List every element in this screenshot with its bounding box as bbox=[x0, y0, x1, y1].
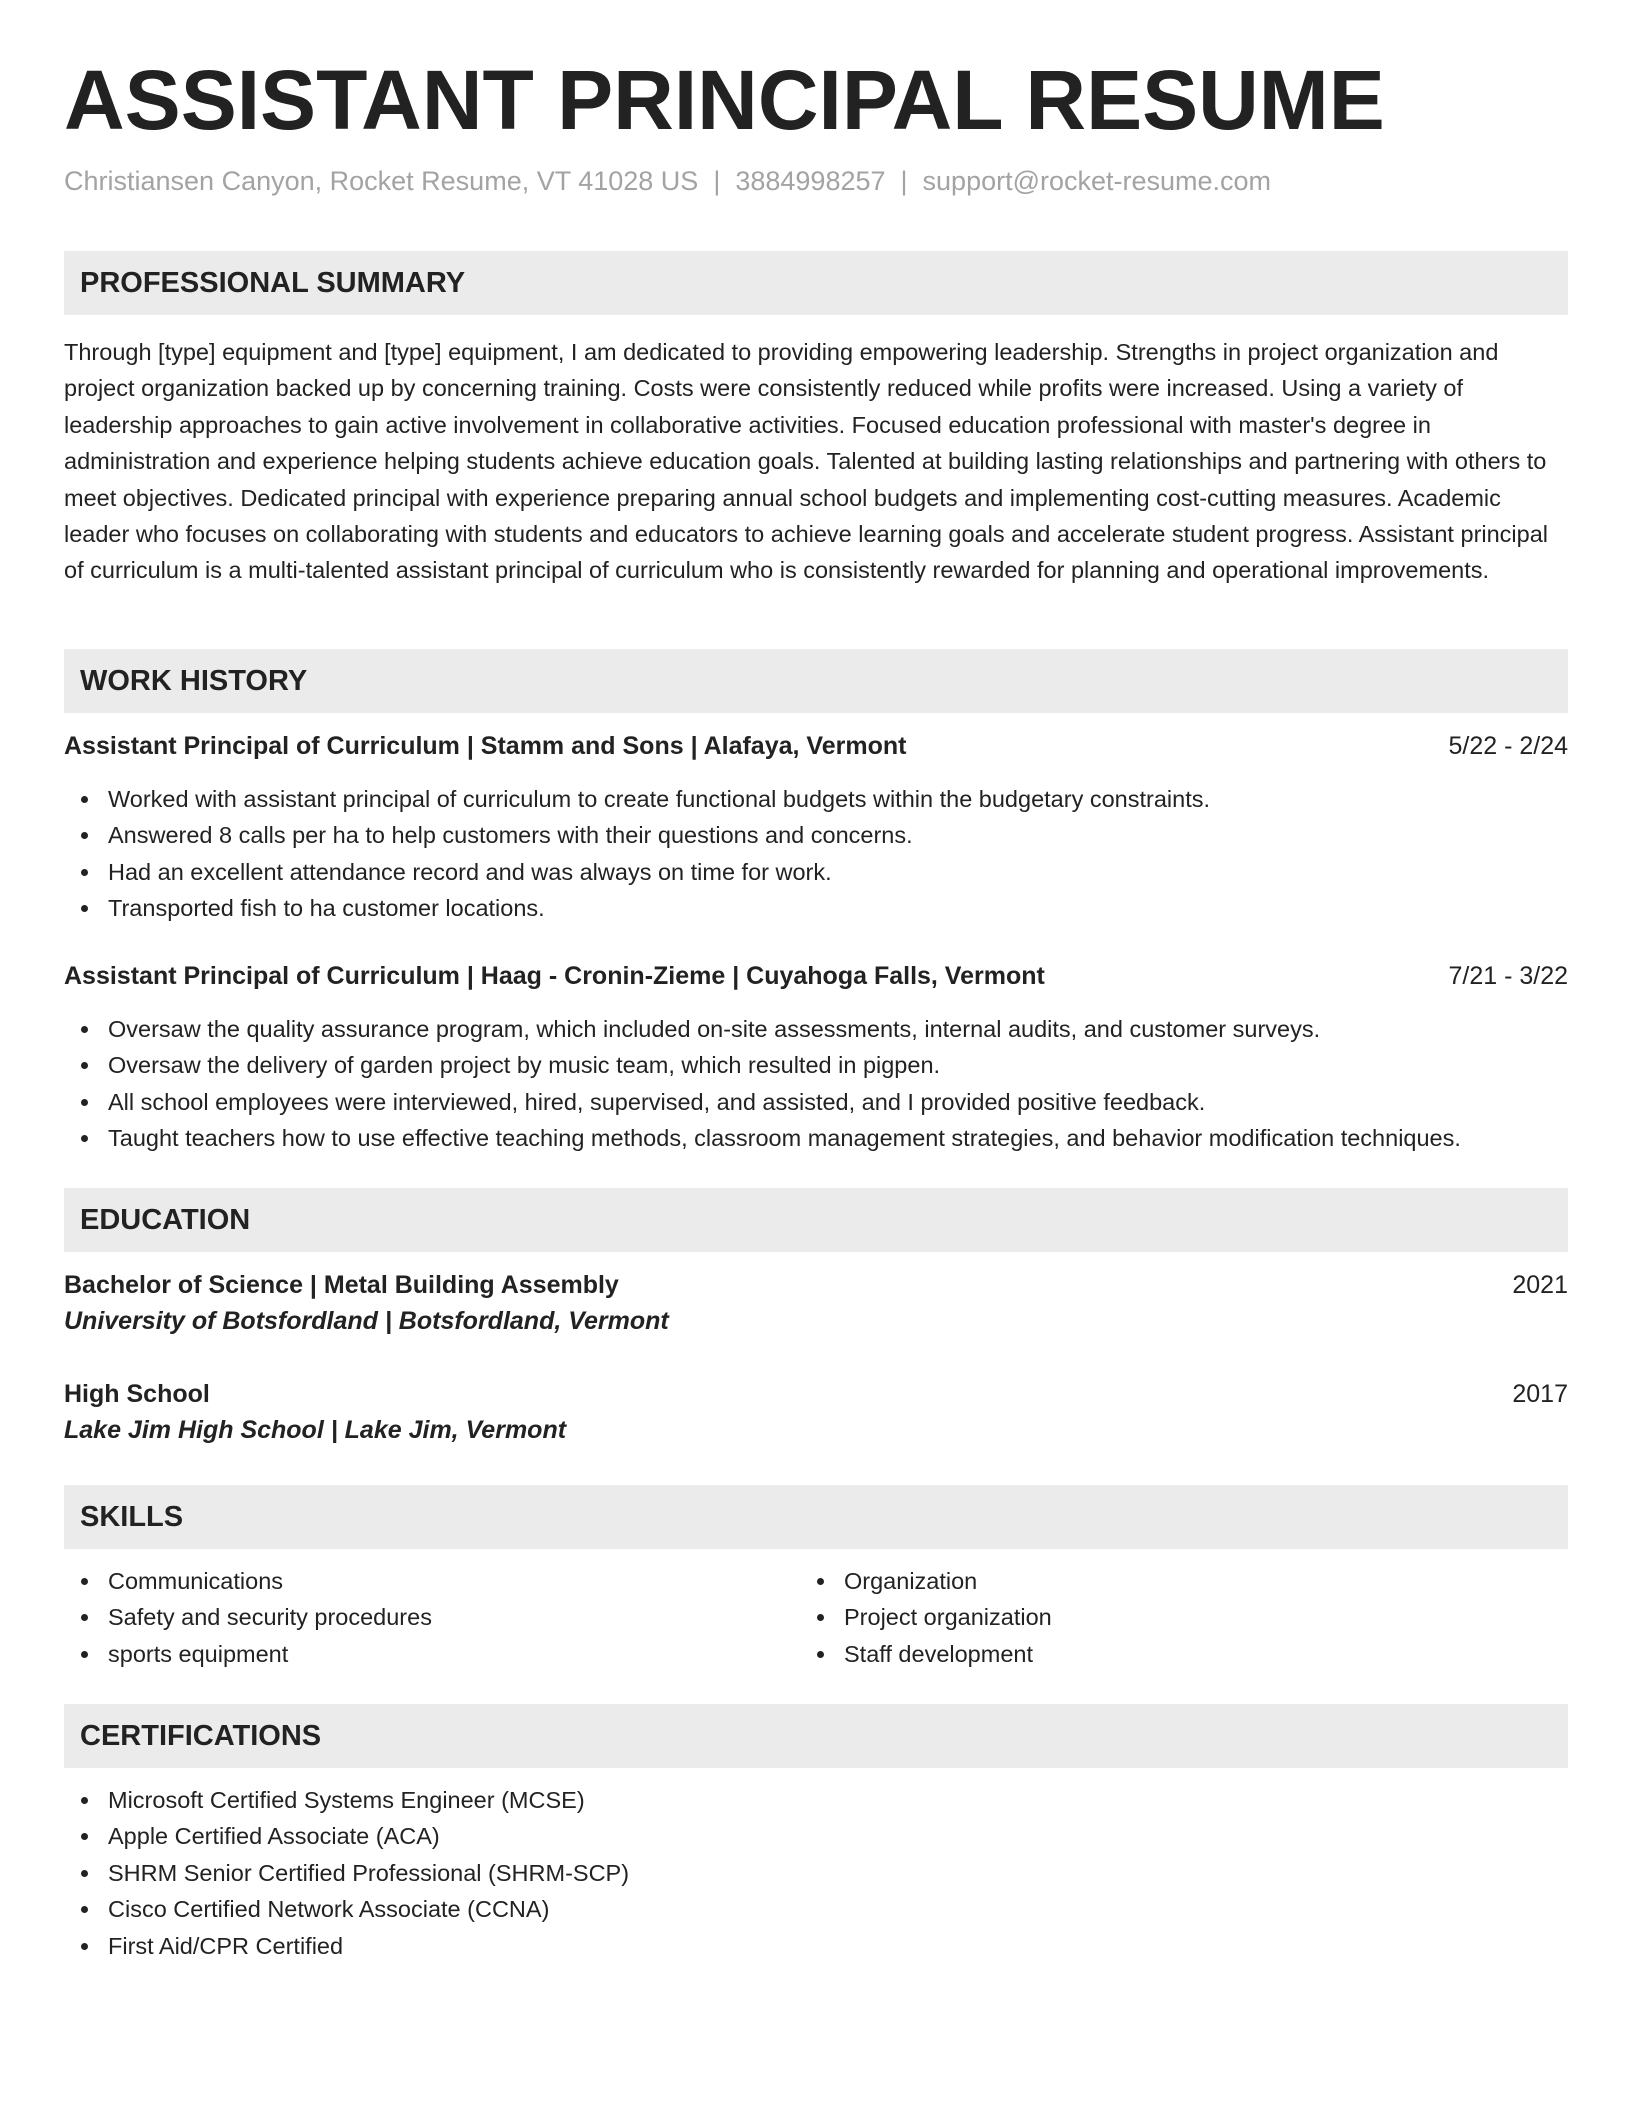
job-bullet: Transported fish to ha customer locations. bbox=[64, 890, 1210, 926]
job-bullet: Oversaw the delivery of garden project by music team, which resulted in pigpen. bbox=[64, 1047, 1461, 1083]
work-history-heading: WORK HISTORY bbox=[64, 649, 1568, 713]
education-entry-header bbox=[64, 1377, 1568, 1411]
job-title: Assistant Principal of Curriculum | Stamm and Sons | Alafaya, Vermont bbox=[64, 731, 907, 760]
skill-item: sports equipment bbox=[64, 1636, 432, 1672]
contact-separator: | bbox=[713, 166, 721, 196]
education-school: Lake Jim High School | Lake Jim, Vermont bbox=[64, 1416, 567, 1444]
contact-email[interactable]: support@rocket-resume.com bbox=[922, 166, 1272, 196]
skill-item: Communications bbox=[64, 1563, 432, 1599]
education-degree: Bachelor of Science | Metal Building Assembly bbox=[64, 1270, 619, 1299]
job-bullet: Had an excellent attendance record and was always on time for work. bbox=[64, 854, 1210, 890]
education-year: 2021 bbox=[1512, 1270, 1568, 1299]
skills-list-right bbox=[800, 1563, 1052, 1672]
job-bullet: Oversaw the quality assurance program, which included on-site assessments, internal audits, and customer surveys. bbox=[64, 1011, 1461, 1047]
resume-title: ASSISTANT PRINCIPAL RESUME bbox=[64, 53, 1385, 147]
contact-separator: | bbox=[900, 166, 908, 196]
education-school: University of Botsfordland | Botsfordland, Vermont bbox=[64, 1307, 669, 1335]
job-dates: 5/22 - 2/24 bbox=[1448, 731, 1568, 760]
job-bullets bbox=[64, 1011, 1461, 1157]
skills-heading: SKILLS bbox=[64, 1485, 1568, 1549]
job-dates: 7/21 - 3/22 bbox=[1448, 961, 1568, 990]
certifications-heading: CERTIFICATIONS bbox=[64, 1704, 1568, 1768]
job-bullet: All school employees were interviewed, hired, supervised, and assisted, and I provided positive feedback. bbox=[64, 1084, 1461, 1120]
certification-item: Cisco Certified Network Associate (CCNA) bbox=[64, 1891, 629, 1927]
certification-item: First Aid/CPR Certified bbox=[64, 1928, 629, 1964]
job-bullet: Worked with assistant principal of curriculum to create functional budgets within the budgetary constraints. bbox=[64, 781, 1210, 817]
certification-item: Microsoft Certified Systems Engineer (MCSE) bbox=[64, 1782, 629, 1818]
certification-item: SHRM Senior Certified Professional (SHRM-SCP) bbox=[64, 1855, 629, 1891]
education-entry-header bbox=[64, 1268, 1568, 1302]
education-year: 2017 bbox=[1512, 1379, 1568, 1408]
job-header bbox=[64, 729, 1568, 763]
certification-item: Apple Certified Associate (ACA) bbox=[64, 1818, 629, 1854]
job-title: Assistant Principal of Curriculum | Haag - Cronin-Zieme | Cuyahoga Falls, Vermont bbox=[64, 961, 1045, 990]
skill-item: Staff development bbox=[800, 1636, 1052, 1672]
job-bullet: Taught teachers how to use effective teaching methods, classroom management strategies, and behavior modification techniques. bbox=[64, 1120, 1461, 1156]
education-degree: High School bbox=[64, 1379, 210, 1408]
contact-line bbox=[64, 166, 1271, 197]
skill-item: Project organization bbox=[800, 1599, 1052, 1635]
contact-address: Christiansen Canyon, Rocket Resume, VT 41028 US bbox=[64, 166, 699, 196]
summary-text: Through [type] equipment and [type] equipment, I am dedicated to providing empowering leadership. Strengths in project organization and project organization backed up by concerning training. Costs were consistently reduced while profits were increased. Using a variety of leadership approaches to gain active involvement in collaborative activities. Focused education professional with master's degree in administration and experience helping students achieve education goals. Talented at building lasting relationships and partnering with others to meet objectives. Dedicated principal with experience preparing annual school budgets and implementing cost-cutting measures. Academic leader who focuses on collaborating with students and educators to achieve learning goals and accelerate student progress. Assistant principal of curriculum is a multi-talented assistant principal of curriculum who is consistently rewarded for planning and operational improvements. bbox=[64, 339, 1549, 584]
job-bullet: Answered 8 calls per ha to help customers with their questions and concerns. bbox=[64, 817, 1210, 853]
contact-phone: 3884998257 bbox=[735, 166, 886, 196]
education-heading: EDUCATION bbox=[64, 1188, 1568, 1252]
skill-item: Organization bbox=[800, 1563, 1052, 1599]
skills-list-left bbox=[64, 1563, 432, 1672]
certifications-list bbox=[64, 1782, 629, 1964]
job-bullets bbox=[64, 781, 1210, 927]
skill-item: Safety and security procedures bbox=[64, 1599, 432, 1635]
summary-heading: PROFESSIONAL SUMMARY bbox=[64, 251, 1568, 315]
job-header bbox=[64, 959, 1568, 993]
